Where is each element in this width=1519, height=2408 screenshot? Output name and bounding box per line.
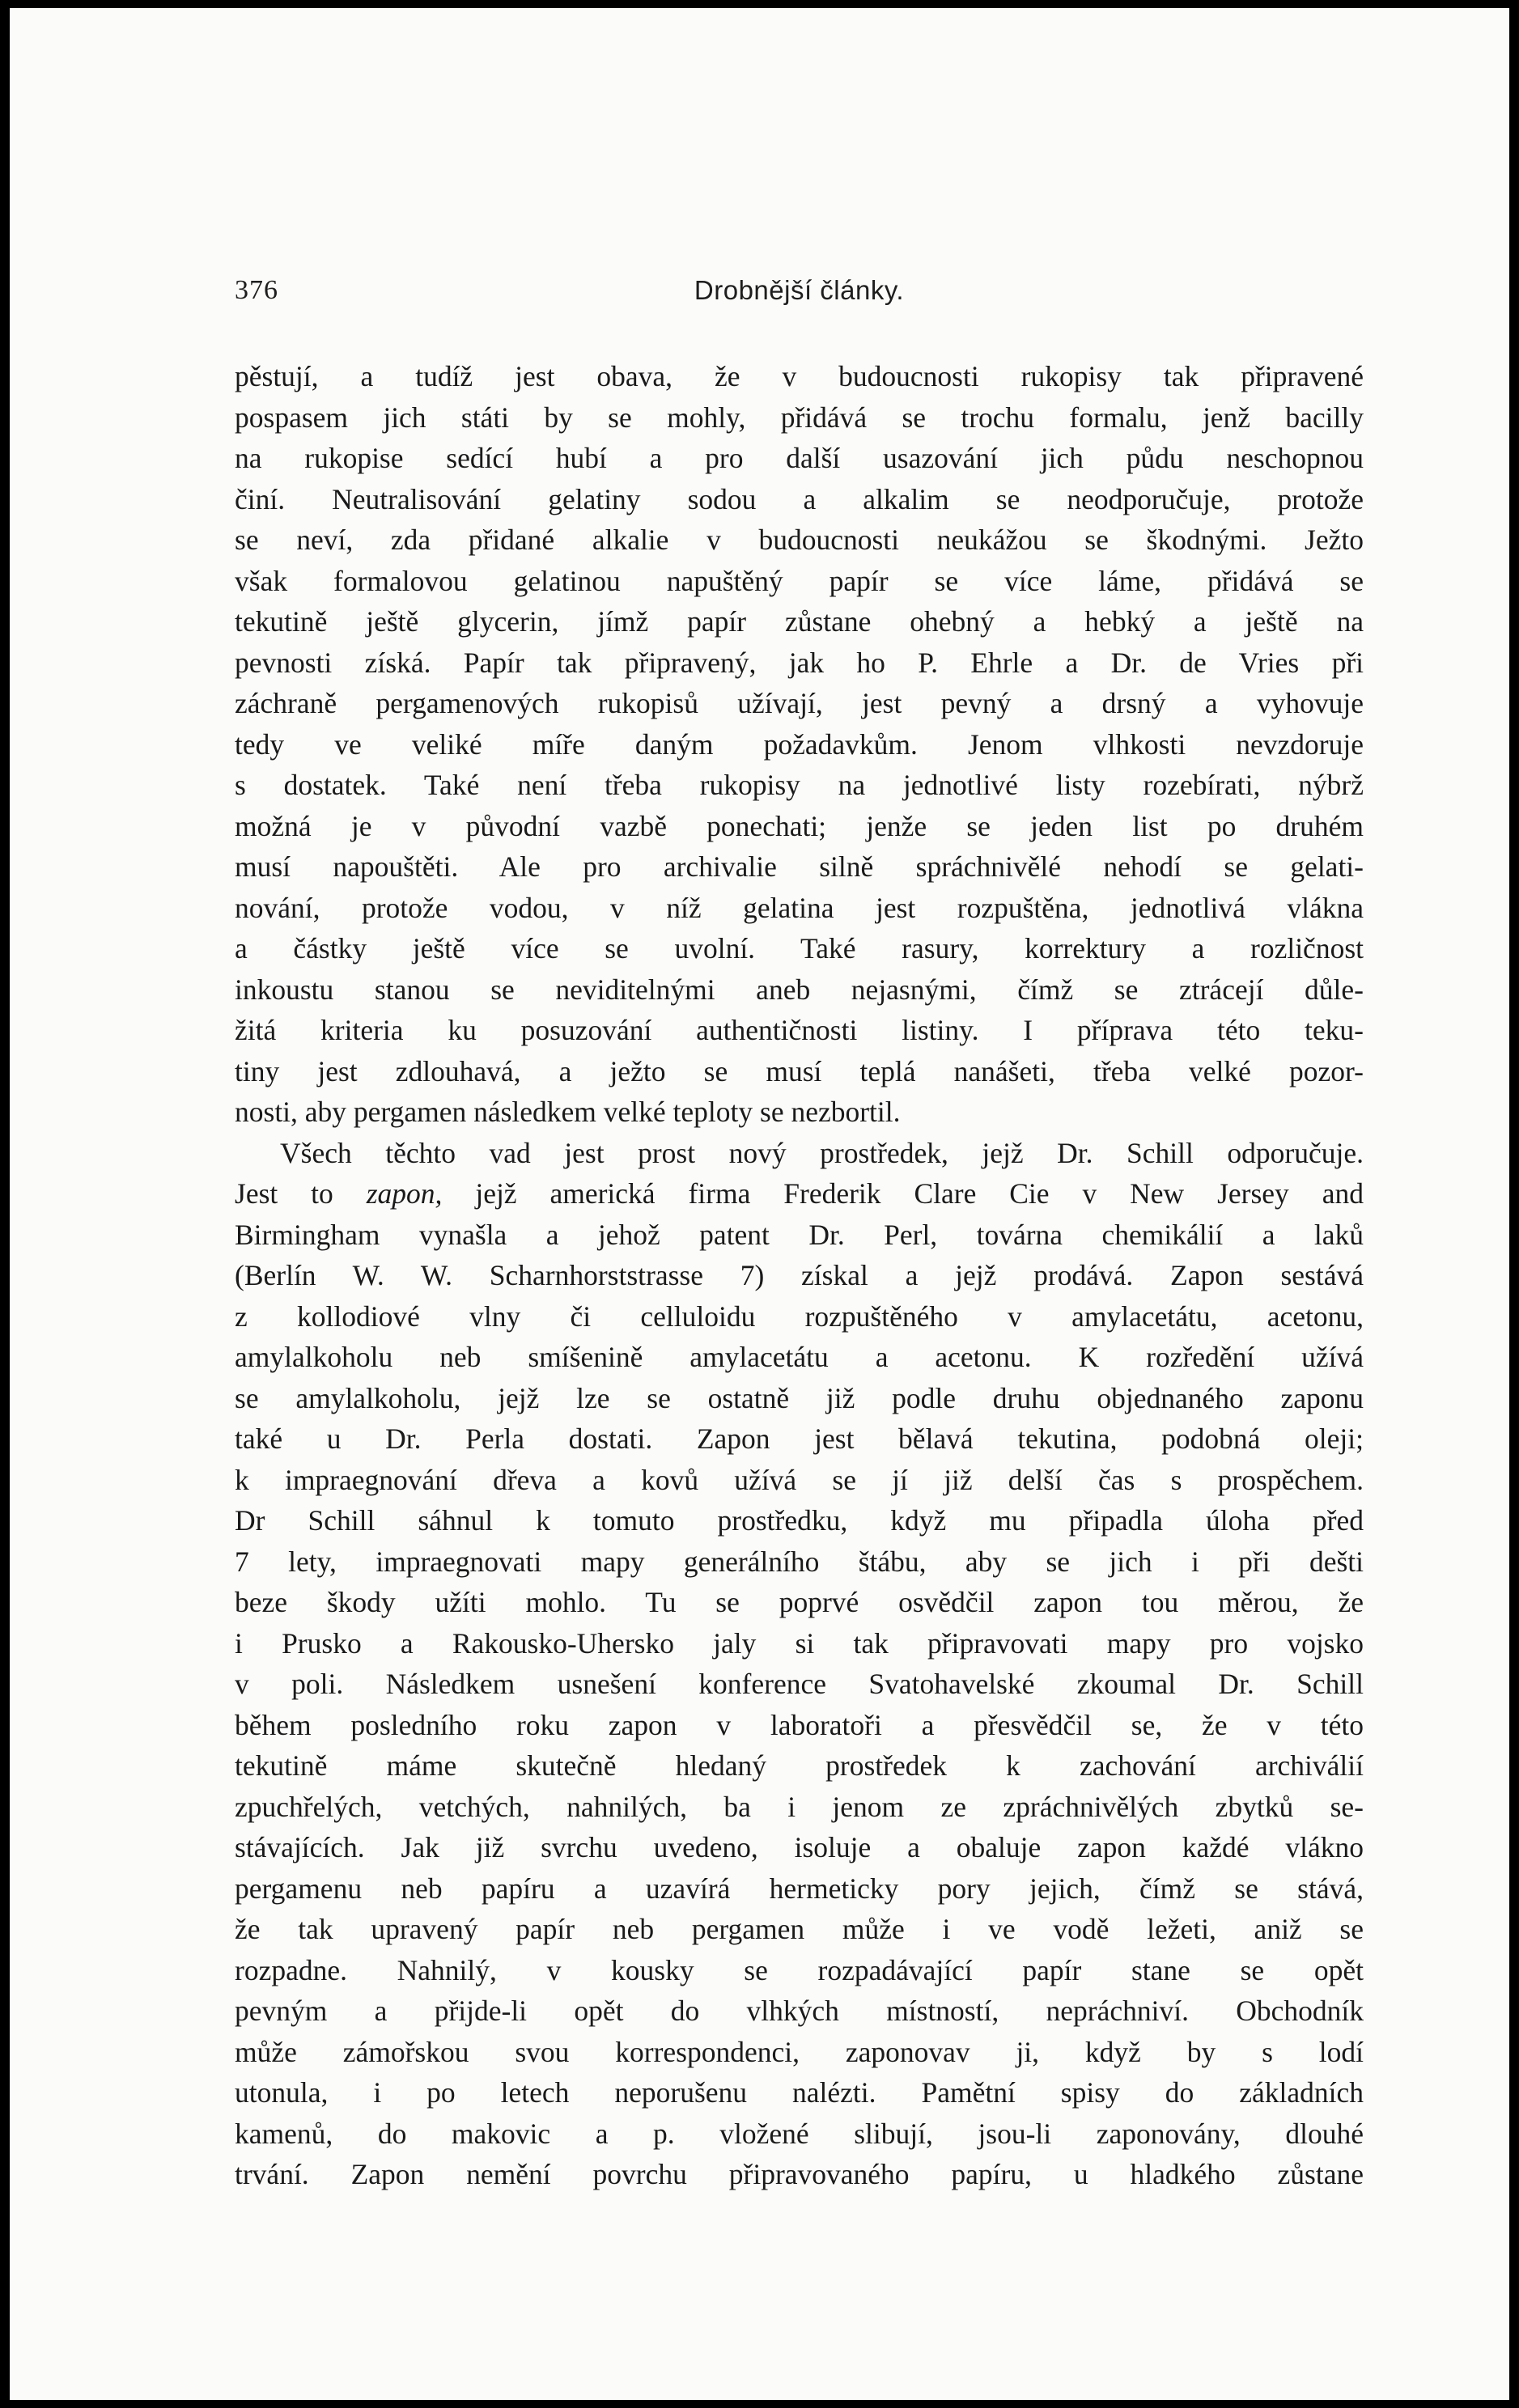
text-line: utonula, i po letech neporušenu nalézti. Pamětní spisy do základních xyxy=(235,2076,1364,2109)
running-head xyxy=(235,275,1364,316)
text-line: zpuchřelých, vetchých, nahnilých, ba i jenom ze zpráchnivělých zbytků se- xyxy=(235,1790,1364,1823)
text-line: tekutině ještě glycerin, jímž papír zůstane ohebný a hebký a ještě na xyxy=(235,605,1364,638)
text-fragment: jejž americká firma Frederik Clare Cie v New Jersey and xyxy=(442,1177,1364,1210)
paragraph-2 xyxy=(235,1133,1364,2195)
body-text xyxy=(235,356,1364,2195)
text-line: i Prusko a Rakousko-Uhersko jaly si tak připravovati mapy pro vojsko xyxy=(235,1626,1364,1660)
text-line: tekutině máme skutečně hledaný prostředek k zachování archiválií xyxy=(235,1749,1364,1782)
text-line: trvání. Zapon nemění povrchu připravovaného papíru, u hladkého zůstane xyxy=(235,2158,1364,2190)
page-number: 376 xyxy=(235,275,278,305)
text-line: pevným a přijde-li opět do vlhkých místností, nepráchniví. Obchodník xyxy=(235,1995,1364,2027)
text-line: možná je v původní vazbě ponechati; jenže se jeden list po druhém xyxy=(235,809,1364,842)
text-line: že tak upravený papír neb pergamen může i ve vodě ležeti, aniž se xyxy=(235,1913,1364,1945)
text-fragment: Jest to xyxy=(235,1177,367,1210)
text-line: nosti, aby pergamen následkem velké teploty se nezbortil. xyxy=(235,1096,901,1128)
text-line: žitá kriteria ku posuzování authentičnosti listiny. I příprava této teku- xyxy=(235,1014,1364,1046)
text-line: tedy ve veliké míře daným požadavkům. Jenom vlhkosti nevzdoruje xyxy=(235,727,1364,761)
text-line: amylalkoholu neb smíšenině amylacetátu a acetonu. K rozředění užívá xyxy=(235,1341,1364,1373)
text-line: během posledního roku zapon v laboratoři a přesvědčil se, že v této xyxy=(235,1708,1364,1741)
text-line: Všech těchto vad jest prost nový prostředek, jejž Dr. Schill odporučuje. xyxy=(280,1136,1364,1169)
text-line: se amylalkoholu, jejž lze se ostatně již podle druhu objednaného zaponu xyxy=(235,1381,1364,1414)
text-line: na rukopise sedící hubí a pro další usazování jich půdu neschopnou xyxy=(235,442,1364,474)
text-line: Dr Schill sáhnul k tomuto prostředku, když mu připadla úloha před xyxy=(235,1504,1364,1537)
text-line: rozpadne. Nahnilý, v kousky se rozpadávající papír stane se opět xyxy=(235,1953,1364,1986)
text-line: musí napouštěti. Ale pro archivalie silně spráchnivělé nehodí se gelati- xyxy=(235,850,1364,883)
italic-term: zapon, xyxy=(366,1177,443,1210)
paragraph-1 xyxy=(235,356,1364,1133)
text-line: (Berlín W. W. Scharnhorststrasse 7) získal a jejž prodává. Zapon sestává xyxy=(235,1259,1364,1291)
section-title: Drobnější články. xyxy=(694,275,905,305)
text-line: činí. Neutralisování gelatiny sodou a alkalim se neodporučuje, protože xyxy=(235,482,1364,515)
text-line: nování, protože vodou, v níž gelatina jest rozpuštěna, jednotlivá vlákna xyxy=(235,891,1364,924)
text-line: může zámořskou svou korrespondenci, zaponovav ji, když by s lodí xyxy=(235,2035,1364,2068)
text-line: však formalovou gelatinou napuštěný papír se více láme, přidává se xyxy=(235,564,1364,597)
text-line: v poli. Následkem usnešení konference Svatohavelské zkoumal Dr. Schill xyxy=(235,1668,1364,1700)
book-page xyxy=(10,8,1509,2400)
text-line: záchraně pergamenových rukopisů užívají, jest pevný a drsný a vyhovuje xyxy=(235,687,1364,719)
text-line: pospasem jich státi by se mohly, přidává se trochu formalu, jenž bacilly xyxy=(235,401,1364,434)
text-line: také u Dr. Perla dostati. Zapon jest bělavá tekutina, podobná oleji; xyxy=(235,1422,1364,1455)
text-line: se neví, zda přidané alkalie v budoucnosti neukážou se škodnými. Ježto xyxy=(235,524,1364,556)
text-line: Birmingham vynašla a jehož patent Dr. Perl, továrna chemikálií a laků xyxy=(235,1218,1364,1251)
text-line: beze škody užíti mohlo. Tu se poprvé osvědčil zapon tou měrou, že xyxy=(235,1586,1364,1618)
text-line: pergamenu neb papíru a uzavírá hermeticky pory jejich, čímž se stává, xyxy=(235,1872,1364,1905)
text-line: stávajících. Jak již svrchu uvedeno, isoluje a obaluje zapon každé vlákno xyxy=(235,1831,1364,1863)
text-line: s dostatek. Také není třeba rukopisy na jednotlivé listy rozebírati, nýbrž xyxy=(235,769,1364,801)
text-line: inkoustu stanou se neviditelnými aneb nejasnými, čímž se ztrácejí důle- xyxy=(235,973,1364,1006)
text-line: kamenů, do makovic a p. vložené slibují, jsou-li zaponovány, dlouhé xyxy=(235,2117,1364,2150)
text-line: z kollodiové vlny či celluloidu rozpuštěného v amylacetátu, acetonu, xyxy=(235,1299,1364,1333)
text-line: a částky ještě více se uvolní. Také rasury, korrektury a rozličnost xyxy=(235,932,1364,964)
text-line: pěstují, a tudíž jest obava, že v budoucnosti rukopisy tak připravené xyxy=(235,360,1364,392)
text-line xyxy=(235,1173,1364,1215)
text-line: tiny jest zdlouhavá, a ježto se musí teplá nanášeti, třeba velké pozor- xyxy=(235,1054,1364,1087)
text-line: pevnosti získá. Papír tak připravený, jak ho P. Ehrle a Dr. de Vries při xyxy=(235,646,1364,679)
text-line: 7 lety, impraegnovati mapy generálního štábu, aby se jich i při dešti xyxy=(235,1545,1364,1578)
text-line: k impraegnování dřeva a kovů užívá se jí již delší čas s prospěchem. xyxy=(235,1463,1364,1496)
